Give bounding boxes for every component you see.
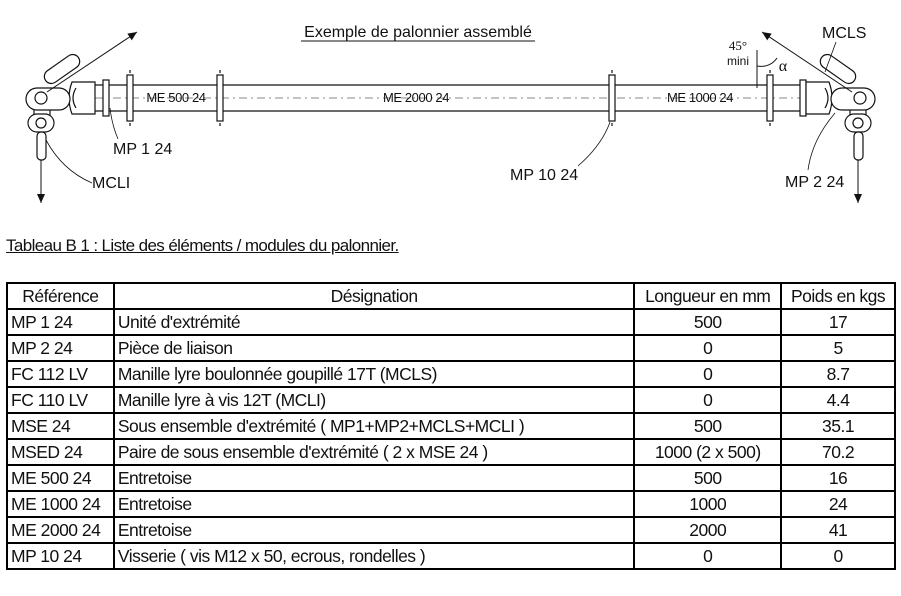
cell-length: 2000 bbox=[634, 517, 781, 543]
cell-length: 1000 bbox=[634, 491, 781, 517]
label-mcli: MCLI bbox=[92, 175, 131, 192]
cell-reference: MP 1 24 bbox=[7, 309, 114, 335]
cell-length: 0 bbox=[634, 335, 781, 361]
left-end-unit bbox=[26, 52, 95, 160]
label-me2000: ME 2000 24 bbox=[382, 90, 450, 105]
cell-length: 500 bbox=[634, 309, 781, 335]
label-me1000: ME 1000 24 bbox=[666, 90, 734, 105]
cell-weight: 8.7 bbox=[781, 361, 895, 387]
table-row bbox=[7, 465, 895, 491]
cell-weight: 17 bbox=[781, 309, 895, 335]
cell-reference: FC 110 LV bbox=[7, 387, 114, 413]
table-caption: Tableau B 1 : Liste des éléments / modules du palonnier. bbox=[6, 236, 399, 255]
cell-designation: Entretoise bbox=[114, 465, 634, 491]
spreader-beam-diagram bbox=[0, 0, 901, 225]
cell-weight: 35.1 bbox=[781, 413, 895, 439]
header-reference: Référence bbox=[7, 283, 114, 309]
cell-weight: 70.2 bbox=[781, 439, 895, 465]
cell-designation: Entretoise bbox=[114, 491, 634, 517]
cell-weight: 4.4 bbox=[781, 387, 895, 413]
leader-mp1 bbox=[110, 108, 118, 139]
cell-reference: MP 2 24 bbox=[7, 335, 114, 361]
cell-reference: ME 1000 24 bbox=[7, 491, 114, 517]
cell-length: 0 bbox=[634, 387, 781, 413]
header-length: Longueur en mm bbox=[634, 283, 781, 309]
cell-reference: ME 2000 24 bbox=[7, 517, 114, 543]
cell-length: 500 bbox=[634, 465, 781, 491]
cell-designation: Pièce de liaison bbox=[114, 335, 634, 361]
table-row bbox=[7, 543, 895, 569]
alpha-symbol: α bbox=[778, 58, 788, 75]
cell-designation: Visserie ( vis M12 x 50, ecrous, rondelles ) bbox=[114, 543, 634, 569]
table-row bbox=[7, 491, 895, 517]
leader-mcli bbox=[46, 140, 92, 183]
cell-length: 0 bbox=[634, 543, 781, 569]
cell-designation: Paire de sous ensemble d'extrémité ( 2 x MSE 24 ) bbox=[114, 439, 634, 465]
table-row bbox=[7, 361, 895, 387]
cell-reference: MP 10 24 bbox=[7, 543, 114, 569]
table-header-row bbox=[7, 283, 895, 309]
angle-arc bbox=[757, 58, 777, 66]
leader-mp10 bbox=[578, 122, 610, 166]
label-mp2: MP 2 24 bbox=[785, 174, 845, 191]
elements-table bbox=[6, 282, 896, 570]
cell-designation: Manille lyre à vis 12T (MCLI) bbox=[114, 387, 634, 413]
header-designation: Désignation bbox=[114, 283, 634, 309]
cell-reference: FC 112 LV bbox=[7, 361, 114, 387]
angle-value: 45° bbox=[728, 38, 748, 53]
cell-weight: 5 bbox=[781, 335, 895, 361]
cell-length: 0 bbox=[634, 361, 781, 387]
table-row bbox=[7, 309, 895, 335]
cell-designation: Sous ensemble d'extrémité ( MP1+MP2+MCLS+MCLI ) bbox=[114, 413, 634, 439]
label-mcls: MCLS bbox=[822, 25, 867, 42]
table-row bbox=[7, 335, 895, 361]
table-row bbox=[7, 517, 895, 543]
diagram-title: Exemple de palonnier assemblé bbox=[304, 24, 532, 41]
table-row bbox=[7, 439, 895, 465]
cell-length: 1000 (2 x 500) bbox=[634, 439, 781, 465]
label-me500: ME 500 24 bbox=[146, 90, 206, 105]
cell-length: 500 bbox=[634, 413, 781, 439]
angle-note: mini bbox=[726, 54, 750, 68]
cell-reference: ME 500 24 bbox=[7, 465, 114, 491]
label-mp10: MP 10 24 bbox=[510, 167, 579, 184]
label-mp1: MP 1 24 bbox=[113, 141, 173, 158]
cell-weight: 16 bbox=[781, 465, 895, 491]
cell-reference: MSED 24 bbox=[7, 439, 114, 465]
cell-reference: MSE 24 bbox=[7, 413, 114, 439]
table-row bbox=[7, 387, 895, 413]
cell-designation: Manille lyre boulonnée goupillé 17T (MCLS) bbox=[114, 361, 634, 387]
cell-weight: 0 bbox=[781, 543, 895, 569]
cell-weight: 24 bbox=[781, 491, 895, 517]
leader-mp2 bbox=[808, 113, 835, 170]
cell-weight: 41 bbox=[781, 517, 895, 543]
table-row bbox=[7, 413, 895, 439]
cell-designation: Unité d'extrémité bbox=[114, 309, 634, 335]
header-weight: Poids en kgs bbox=[781, 283, 895, 309]
cell-designation: Entretoise bbox=[114, 517, 634, 543]
